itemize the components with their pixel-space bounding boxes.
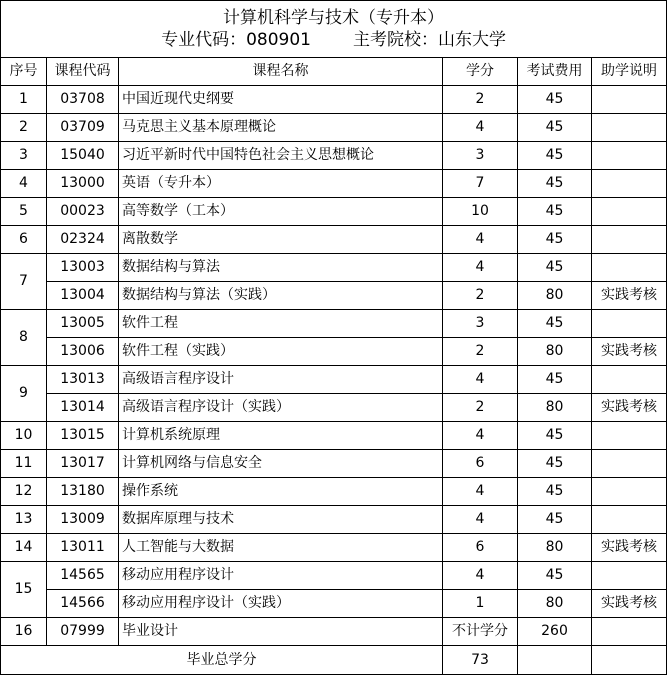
cell-seq: 9	[1, 366, 47, 422]
table-title: 计算机科学与技术（专升本）	[223, 8, 445, 28]
cell-credit: 4	[443, 366, 518, 394]
cell-note	[592, 562, 667, 590]
cell-code: 13000	[47, 170, 119, 198]
cell-name: 移动应用程序设计（实践）	[119, 590, 443, 618]
cell-fee: 45	[518, 170, 592, 198]
table-title-cell	[1, 1, 667, 58]
cell-note: 实践考核	[592, 282, 667, 310]
cell-credit: 7	[443, 170, 518, 198]
cell-note	[592, 86, 667, 114]
total-note-empty	[592, 646, 667, 675]
cell-note	[592, 366, 667, 394]
cell-name: 离散数学	[119, 226, 443, 254]
cell-seq: 2	[1, 114, 47, 142]
cell-note	[592, 170, 667, 198]
table-row	[1, 114, 667, 142]
table-row	[1, 86, 667, 114]
cell-name: 软件工程（实践）	[119, 338, 443, 366]
cell-fee: 45	[518, 198, 592, 226]
table-row	[1, 590, 667, 618]
cell-code: 13005	[47, 310, 119, 338]
cell-note	[592, 114, 667, 142]
total-label: 毕业总学分	[1, 646, 443, 675]
cell-code: 13004	[47, 282, 119, 310]
cell-seq: 12	[1, 478, 47, 506]
table-row	[1, 198, 667, 226]
cell-credit: 2	[443, 282, 518, 310]
cell-credit: 4	[443, 422, 518, 450]
cell-credit: 4	[443, 478, 518, 506]
cell-fee: 45	[518, 366, 592, 394]
table-row	[1, 562, 667, 590]
cell-note: 实践考核	[592, 534, 667, 562]
cell-name: 计算机系统原理	[119, 422, 443, 450]
cell-name: 移动应用程序设计	[119, 562, 443, 590]
cell-credit: 4	[443, 562, 518, 590]
cell-name: 计算机网络与信息安全	[119, 450, 443, 478]
cell-name: 软件工程	[119, 310, 443, 338]
cell-seq: 6	[1, 226, 47, 254]
cell-fee: 80	[518, 282, 592, 310]
table-row	[1, 366, 667, 394]
cell-fee: 45	[518, 506, 592, 534]
cell-fee: 45	[518, 142, 592, 170]
cell-fee: 80	[518, 394, 592, 422]
cell-code: 15040	[47, 142, 119, 170]
table-row	[1, 170, 667, 198]
cell-fee: 45	[518, 310, 592, 338]
title-row	[1, 1, 667, 58]
cell-seq: 7	[1, 254, 47, 310]
cell-credit: 4	[443, 226, 518, 254]
cell-note	[592, 618, 667, 646]
header-credit: 学分	[443, 58, 518, 86]
cell-note	[592, 450, 667, 478]
cell-code: 13180	[47, 478, 119, 506]
cell-seq: 16	[1, 618, 47, 646]
cell-fee: 45	[518, 114, 592, 142]
cell-code: 14566	[47, 590, 119, 618]
cell-name: 数据结构与算法	[119, 254, 443, 282]
cell-code: 13017	[47, 450, 119, 478]
cell-seq: 14	[1, 534, 47, 562]
cell-seq: 11	[1, 450, 47, 478]
table-row	[1, 254, 667, 282]
cell-name: 习近平新时代中国特色社会主义思想概论	[119, 142, 443, 170]
cell-note	[592, 310, 667, 338]
cell-name: 毕业设计	[119, 618, 443, 646]
table-row	[1, 226, 667, 254]
cell-credit: 10	[443, 198, 518, 226]
cell-code: 13006	[47, 338, 119, 366]
table-row	[1, 142, 667, 170]
cell-name: 数据结构与算法（实践）	[119, 282, 443, 310]
cell-name: 中国近现代史纲要	[119, 86, 443, 114]
cell-code: 13009	[47, 506, 119, 534]
cell-note	[592, 478, 667, 506]
cell-note	[592, 198, 667, 226]
table-row	[1, 506, 667, 534]
cell-seq: 15	[1, 562, 47, 618]
school-label: 主考院校：山东大学	[352, 30, 506, 50]
table-row	[1, 534, 667, 562]
header-name: 课程名称	[119, 58, 443, 86]
cell-fee: 45	[518, 86, 592, 114]
cell-seq: 5	[1, 198, 47, 226]
table-row	[1, 282, 667, 310]
cell-name: 数据库原理与技术	[119, 506, 443, 534]
cell-note	[592, 506, 667, 534]
cell-code: 14565	[47, 562, 119, 590]
cell-credit: 6	[443, 534, 518, 562]
table-row	[1, 618, 667, 646]
header-fee: 考试费用	[518, 58, 592, 86]
cell-credit: 3	[443, 310, 518, 338]
cell-credit: 4	[443, 254, 518, 282]
cell-credit: 2	[443, 394, 518, 422]
cell-note: 实践考核	[592, 590, 667, 618]
cell-code: 13013	[47, 366, 119, 394]
cell-fee: 45	[518, 562, 592, 590]
cell-note	[592, 142, 667, 170]
major-code-label: 专业代码：080901	[161, 30, 311, 50]
cell-code: 13014	[47, 394, 119, 422]
table-row	[1, 422, 667, 450]
header-code: 课程代码	[47, 58, 119, 86]
cell-fee: 80	[518, 338, 592, 366]
table-row	[1, 338, 667, 366]
cell-note: 实践考核	[592, 394, 667, 422]
header-row	[1, 58, 667, 86]
cell-credit: 4	[443, 114, 518, 142]
cell-code: 02324	[47, 226, 119, 254]
cell-name: 英语（专升本）	[119, 170, 443, 198]
cell-credit: 2	[443, 86, 518, 114]
cell-name: 高等数学（工本）	[119, 198, 443, 226]
cell-credit: 2	[443, 338, 518, 366]
cell-seq: 3	[1, 142, 47, 170]
cell-credit: 3	[443, 142, 518, 170]
cell-seq: 8	[1, 310, 47, 366]
cell-fee: 80	[518, 590, 592, 618]
cell-name: 高级语言程序设计（实践）	[119, 394, 443, 422]
cell-code: 13003	[47, 254, 119, 282]
cell-fee: 45	[518, 226, 592, 254]
cell-note: 实践考核	[592, 338, 667, 366]
cell-name: 马克思主义基本原理概论	[119, 114, 443, 142]
total-row	[1, 646, 667, 675]
cell-credit: 1	[443, 590, 518, 618]
cell-code: 13015	[47, 422, 119, 450]
cell-note	[592, 422, 667, 450]
cell-seq: 13	[1, 506, 47, 534]
cell-code: 07999	[47, 618, 119, 646]
table-row	[1, 478, 667, 506]
cell-fee: 45	[518, 422, 592, 450]
cell-code: 03709	[47, 114, 119, 142]
cell-note	[592, 226, 667, 254]
table-row	[1, 394, 667, 422]
cell-code: 03708	[47, 86, 119, 114]
cell-fee: 80	[518, 534, 592, 562]
table-subtitle	[1, 29, 666, 51]
cell-code: 00023	[47, 198, 119, 226]
cell-note	[592, 254, 667, 282]
cell-name: 操作系统	[119, 478, 443, 506]
cell-credit: 不计学分	[443, 618, 518, 646]
total-fee-empty	[518, 646, 592, 675]
header-seq: 序号	[1, 58, 47, 86]
cell-credit: 6	[443, 450, 518, 478]
table-row	[1, 450, 667, 478]
cell-credit: 4	[443, 506, 518, 534]
cell-fee: 45	[518, 478, 592, 506]
cell-seq: 1	[1, 86, 47, 114]
cell-fee: 45	[518, 254, 592, 282]
cell-name: 高级语言程序设计	[119, 366, 443, 394]
total-credit: 73	[443, 646, 518, 675]
cell-fee: 260	[518, 618, 592, 646]
header-note: 助学说明	[592, 58, 667, 86]
cell-name: 人工智能与大数据	[119, 534, 443, 562]
cell-fee: 45	[518, 450, 592, 478]
cell-code: 13011	[47, 534, 119, 562]
cell-seq: 10	[1, 422, 47, 450]
table-row	[1, 310, 667, 338]
cell-seq: 4	[1, 170, 47, 198]
